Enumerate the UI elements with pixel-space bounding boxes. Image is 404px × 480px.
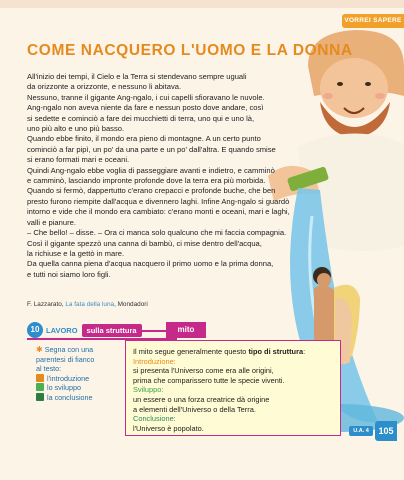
credit-book: La fata della luna (65, 301, 115, 308)
story-line: – Che bello! – disse. – Ora ci manca solo qualcuno che mi faccia compagnia. (27, 228, 287, 238)
story-line: e tutti noi siamo loro figli. (27, 269, 111, 279)
story-text (27, 72, 327, 280)
lavoro-word: LAVORO (46, 325, 78, 335)
source-credit (27, 301, 148, 308)
story-line: presto furono riempite dall'acqua e divennero laghi. Infine Ang-ngalo si guardò (27, 196, 290, 206)
giant-eye (365, 82, 371, 86)
instruction-line: al testo: (36, 364, 62, 374)
page-title: COME NACQUERO L'UOMO E LA DONNA (27, 42, 353, 59)
bottom-band (0, 448, 404, 480)
top-band (0, 0, 404, 8)
story-line: si sedette e cominciò a fare dei mucchietti di terra, uno qui e uno là, (27, 113, 255, 123)
story-line: la richiuse e la gettò in mare. (27, 248, 125, 258)
instruction-item: lo sviluppo (47, 383, 81, 393)
section-line: si presenta l'Universo come era alle origini, (133, 366, 274, 376)
lavoro-connector (140, 330, 168, 332)
story-line: valli e pianure. (27, 217, 76, 227)
story-line: si erano formati mari e oceani. (27, 155, 130, 165)
instruction-line: Segna con una (44, 345, 94, 354)
lavoro-header (27, 322, 142, 338)
story-line: All'inizio dei tempi, il Cielo e la Terra si stendevano sempre uguali (27, 72, 247, 81)
story-line: cominciò a far pipì, un po' da una parte e un po' dall'altra. E quando smise (27, 144, 276, 154)
section-line: un essere o una forza creatrice dà origine (133, 394, 270, 404)
story-line: e camminò, lasciando impronte profonde dove la terra era più morbida. (27, 176, 266, 186)
credit-author: F. Lazzarato, (27, 301, 64, 308)
story-line: Da quella canna piena d'acqua nacquero il primo uomo e la prima donna, (27, 259, 274, 269)
mito-tag: mito (166, 322, 206, 338)
section-heading: Conclusione: (133, 414, 176, 424)
story-line: Quindi Ang-ngalo ebbe voglia di passeggiare avanti e indietro, e camminò (27, 165, 275, 175)
story-line: da orizzonte a orizzonte, e nessuno li abitava. (27, 82, 182, 92)
story-line: Quando si fermò, dappertutto c'erano crepacci e profonde buche, che ben (27, 186, 276, 196)
structure-intro: Il mito segue generalmente questo tipo di struttura: (133, 347, 306, 356)
story-line: uno più alto e uno più basso. (27, 124, 125, 134)
story-line: intorno e vide che il mondo era cambiato: c'erano monti e oceani, mari e laghi, (27, 207, 290, 217)
story-line: Ang-ngalo non aveva niente da fare e nessun posto dove andare, così (27, 103, 264, 113)
unit-tag: U.A. 4 (349, 426, 373, 436)
orange-swatch-icon (36, 374, 44, 382)
story-line: Così il gigante spezzò una canna di bambù, ci mise dentro dell'acqua, (27, 238, 262, 248)
instruction-item: la conclusione (47, 392, 93, 402)
lavoro-topic: sulla struttura (82, 324, 142, 337)
section-line: a elementi dell'Universo o della Terra. (133, 404, 256, 414)
section-line: l'Universo è popolato. (133, 423, 204, 433)
story-line: Quando ebbe finito, il mondo era pieno di montagne. A un certo punto (27, 134, 261, 144)
structure-box (125, 340, 341, 436)
giant-cheek (375, 93, 385, 99)
credit-publisher: , Mondadori (114, 301, 148, 308)
darkgreen-swatch-icon (36, 393, 44, 401)
exercise-instruction (36, 345, 128, 403)
section-tab: VORREI SAPERE (342, 14, 404, 28)
instruction-line: parentesi di fianco (36, 354, 95, 364)
lavoro-number: 10 (27, 322, 43, 338)
section-line: prima che comparissero tutte le specie viventi. (133, 375, 285, 385)
star-icon: ✱ (36, 345, 43, 354)
giant-eye (337, 82, 343, 86)
giant-face (320, 58, 388, 118)
page-number: 105 (375, 421, 397, 441)
instruction-item: l'introduzione (47, 373, 90, 383)
story-line: Nessuno, tranne il gigante Ang-ngalo, i cui capelli sfioravano le nuvole. (27, 92, 265, 102)
section-heading: Introduzione: (133, 356, 176, 366)
green-swatch-icon (36, 383, 44, 391)
section-heading: Sviluppo: (133, 385, 164, 395)
